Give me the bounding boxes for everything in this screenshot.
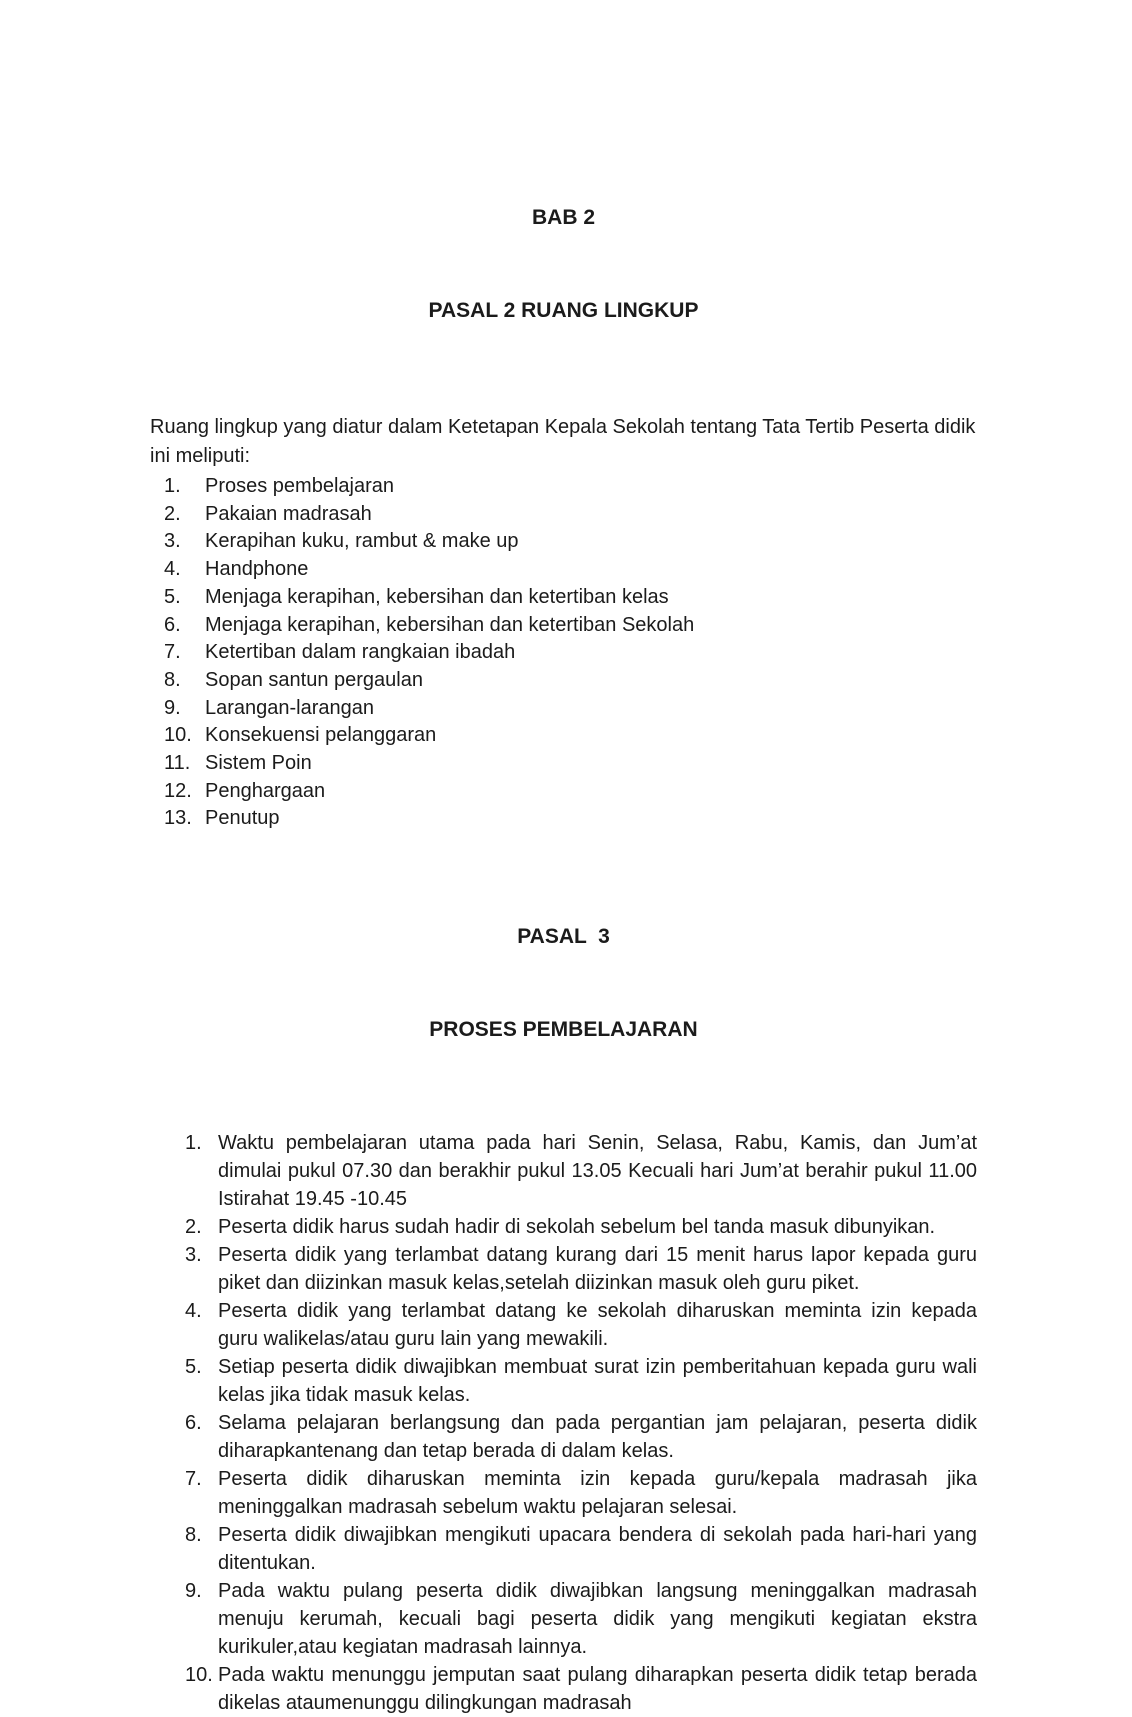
scope-item-text: Sopan santun pergaulan [205,668,423,691]
scope-item-number: 11. [164,752,191,775]
scope-list [150,473,977,833]
chapter-title: BAB 2 [531,206,595,229]
rules-list-item [185,1297,977,1353]
chapter-heading [150,140,977,388]
rules-list-item [185,1409,977,1465]
scope-list-item [164,667,977,695]
rules-item-number: 2. [185,1216,202,1239]
rules-item-number: 8. [185,1524,202,1547]
scope-item-number: 7. [164,641,181,664]
rules-list-item [185,1465,977,1521]
rules-item-text: Peserta didik yang terlambat datang kurang dari 15 menit harus lapor kepada guru piket dan diizinkan masuk kelas,setelah diizinkan masuk oleh guru piket. [218,1244,977,1295]
scope-item-text: Proses pembelajaran [205,475,394,497]
rules-item-number: 4. [185,1300,202,1323]
rules-item-number: 5. [185,1356,202,1379]
section-title: PASAL 3 [517,925,610,949]
scope-item-text: Menjaga kerapihan, kebersihan dan ketertiban kelas [205,585,669,608]
rules-item-number: 1. [185,1132,202,1155]
rules-list-item [185,1353,977,1409]
rules-item-number: 10. [185,1664,213,1687]
scope-item-text: Kerapihan kuku, rambut & make up [205,530,519,553]
scope-item-number: 1. [164,475,181,497]
scope-item-number: 13. [164,807,192,830]
rules-list-item [185,1241,977,1297]
rules-item-number: 7. [185,1468,202,1491]
scope-item-text: Penghargaan [205,779,326,802]
scope-item-number: 10. [164,724,192,747]
scope-item-number: 3. [164,530,181,553]
rules-list-item [185,1661,977,1717]
scope-list-item [164,639,977,667]
scope-list-item [164,722,977,750]
rules-item-number: 6. [185,1412,202,1435]
rules-item-text: Peserta didik yang terlambat datang ke sekolah diharuskan meminta izin kepada guru walikelas/atau guru lain yang mewakili. [218,1300,977,1351]
scope-item-number: 12. [164,779,192,802]
scope-item-text: Konsekuensi pelanggaran [205,724,437,747]
scope-item-text: Ketertiban dalam rangkaian ibadah [205,641,516,664]
scope-intro-paragraph: Ruang lingkup yang diatur dalam Ketetapan Kepala Sekolah tentang Tata Tertib Peserta didik ini meliputi: [150,416,976,467]
scope-item-text: Pakaian madrasah [205,502,372,525]
scope-list-item [164,473,977,501]
scope-item-text: Sistem Poin [205,752,312,775]
rules-item-text: Selama pelajaran berlangsung dan pada pergantian jam pelajaran, peserta didik diharapkantenang dan tetap berada di dalam kelas. [218,1412,977,1463]
scope-list-item [164,695,977,723]
scope-list-item [164,528,977,556]
scope-list-item [164,556,977,584]
rules-item-text: Peserta didik diharuskan meminta izin kepada guru/kepala madrasah jika meninggalkan madrasah sebelum waktu pelajaran selesai. [218,1468,977,1519]
scope-item-number: 5. [164,585,181,608]
scope-list-item [164,805,977,833]
scope-list-item [164,750,977,778]
scope-item-number: 4. [164,558,181,581]
scope-item-number: 6. [164,613,181,636]
scope-list-item [164,584,977,612]
scope-item-text: Handphone [205,558,309,581]
rules-list-item [185,1213,977,1241]
scope-item-text: Menjaga kerapihan, kebersihan dan ketertiban Sekolah [205,613,695,636]
chapter-subtitle: PASAL 2 RUANG LINGKUP [428,299,699,322]
scope-list-item [164,778,977,806]
rules-list [150,1129,977,1717]
scope-list-item [164,501,977,529]
rules-item-text: Peserta didik diwajibkan mengikuti upacara bendera di sekolah pada hari-hari yang ditentukan. [218,1524,977,1575]
rules-item-text: Peserta didik harus sudah hadir di sekolah sebelum bel tanda masuk dibunyikan. [218,1216,936,1239]
rules-list-item [185,1521,977,1577]
scope-item-number: 8. [164,668,181,691]
rules-item-number: 3. [185,1244,202,1267]
rules-item-text: Pada waktu menunggu jemputan saat pulang diharapkan peserta didik tetap berada dikelas ataumenunggu dilingkungan madrasah [218,1664,977,1715]
scope-item-number: 9. [164,696,181,719]
scope-item-text: Penutup [205,807,280,830]
rules-item-text: Pada waktu pulang peserta didik diwajibkan langsung meninggalkan madrasah menuju kerumah, kecuali bagi peserta didik yang mengikuti kegiatan ekstra kurikuler,atau kegiatan madrasah lainnya. [218,1580,977,1659]
rules-list-item [185,1577,977,1661]
rules-item-number: 9. [185,1580,202,1603]
section-subtitle: PROSES PEMBELAJARAN [429,1018,698,1042]
rules-item-text: Setiap peserta didik diwajibkan membuat surat izin pemberitahuan kepada guru wali kelas jika tidak masuk kelas. [218,1356,977,1407]
scope-item-number: 2. [164,502,181,525]
scope-list-item [164,612,977,640]
section-heading [150,859,977,1107]
rules-item-text: Waktu pembelajaran utama pada hari Senin, Selasa, Rabu, Kamis, dan Jum’at dimulai pukul 07.30 dan berakhir pukul 13.05 Kecuali hari Jum’at berahir pukul 11.00 Istirahat 19.45 -10.45 [218,1132,977,1211]
scope-item-text: Larangan-larangan [205,696,375,719]
rules-list-item [185,1129,977,1213]
